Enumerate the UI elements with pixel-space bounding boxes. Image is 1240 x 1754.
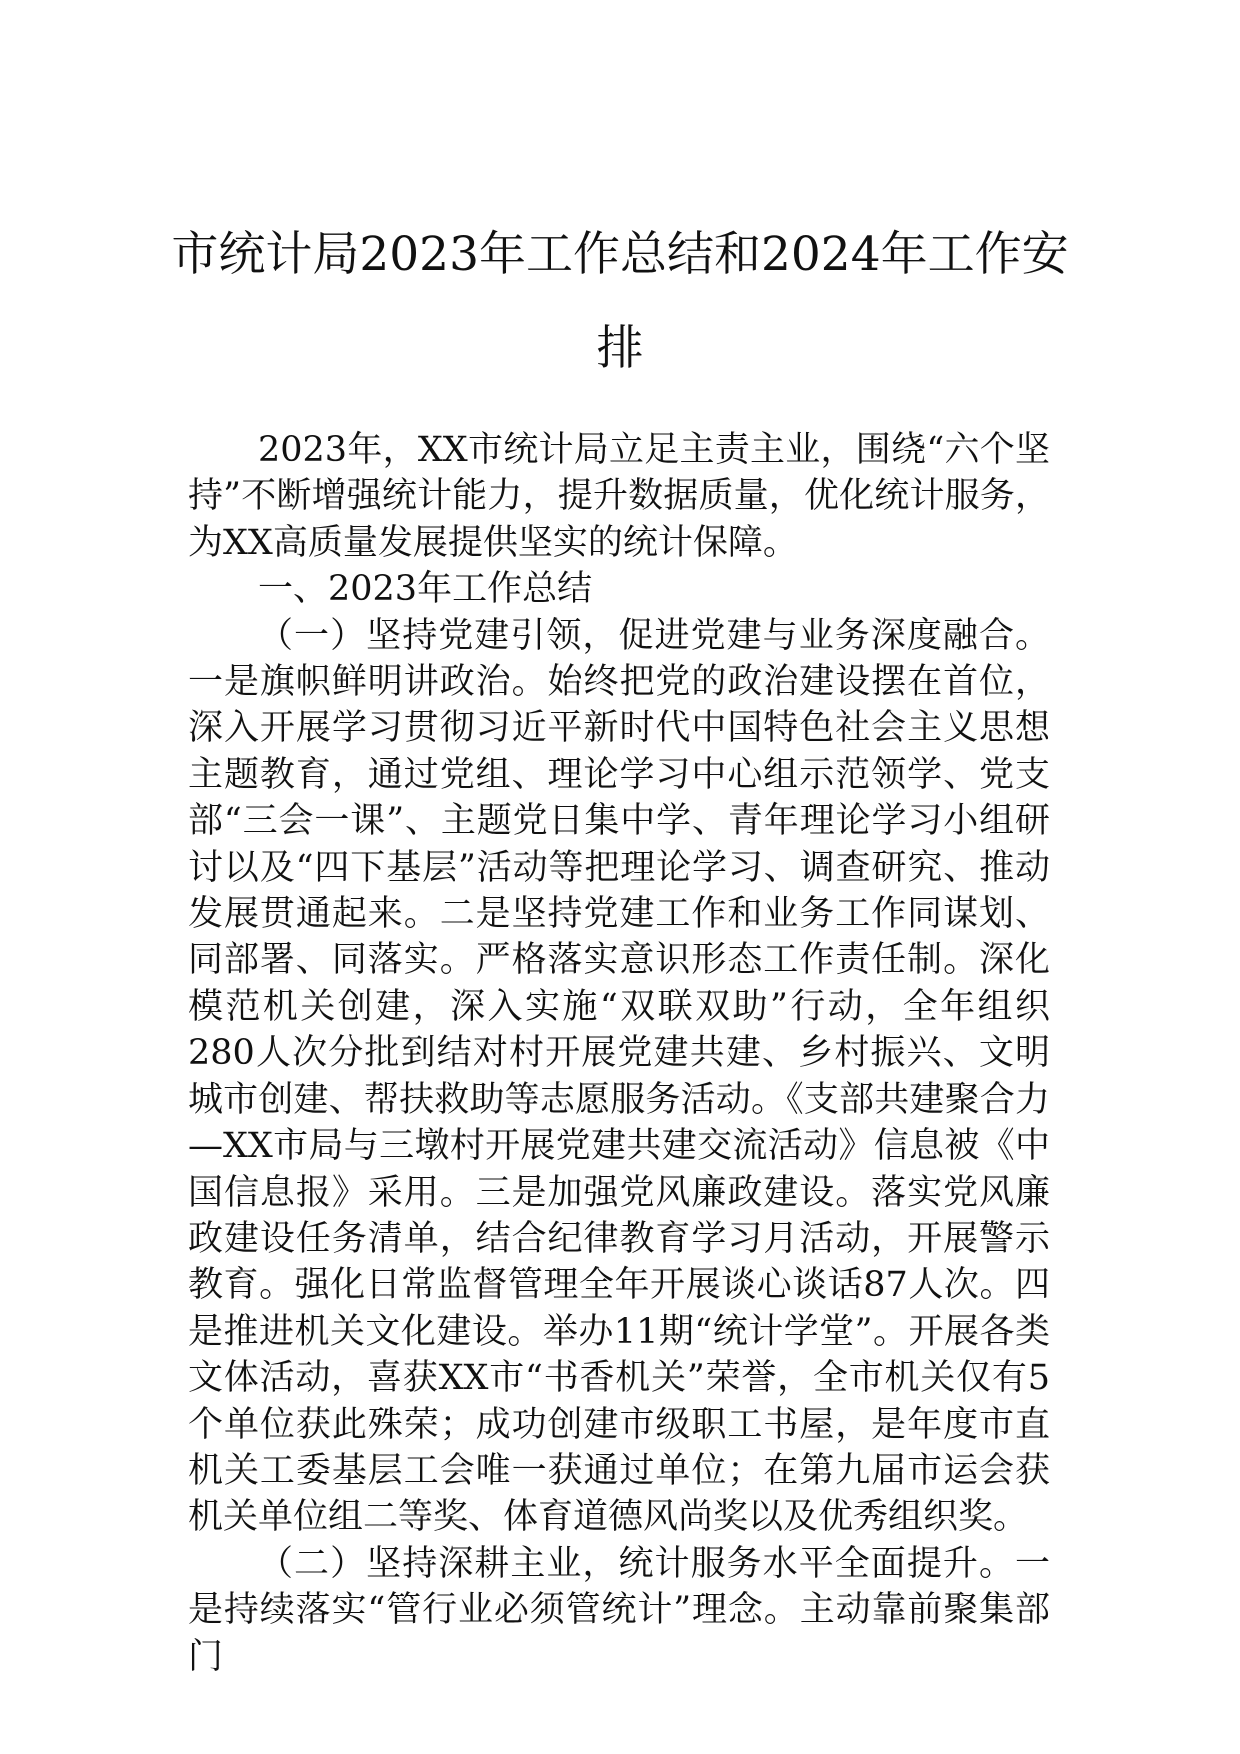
document-body [188,427,1050,1680]
document-title: 市统计局2023年工作总结和2024年工作安排 [171,227,1069,376]
body-paragraph: （二）坚持深耕主业，统计服务水平全面提升。一是持续落实“管行业必须管统计”理念。主动靠前聚集部门 [188,1543,1050,1677]
section-heading: 一、2023年工作总结 [258,569,593,610]
intro-paragraph: 2023年，XX市统计局立足主责主业，围绕“六个坚持”不断增强统计能力，提升数据质量，优化统计服务，为XX高质量发展提供坚实的统计保障。 [188,430,1050,563]
body-paragraph: （一）坚持党建引领，促进党建与业务深度融合。一是旗帜鲜明讲政治。始终把党的政治建设摆在首位，深入开展学习贯彻习近平新时代中国特色社会主义思想主题教育，通过党组、理论学习中心组示范领学、党支部“三会一课”、主题党日集中学、青年理论学习小组研讨以及“四下基层”活动等把理论学习、调查研究、推动发展贯通起来。二是坚持党建工作和业务工作同谋划、同部署、同落实。严格落实意识形态工作责任制。深化模范机关创建，深入实施“双联双助”行动，全年组织280人次分批到结对村开展党建共建、乡村振兴、文明城市创建、帮扶救助等志愿服务活动。《支部共建聚合力—XX市局与三墩村开展党建共建交流活动》信息被《中国信息报》采用。三是加强党风廉政建设。落实党风廉政建设任务清单，结合纪律教育学习月活动，开展警示教育。强化日常监督管理全年开展谈心谈话87人次。四是推进机关文化建设。举办11期“统计学堂”。开展各类文体活动，喜获XX市“书香机关”荣誉，全市机关仅有5个单位获此殊荣；成功创建市级职工书屋，是年度市直机关工委基层工会唯一获通过单位；在第九届市运会获机关单位组二等奖、体育道德风尚奖以及优秀组织奖。 [188,615,1050,1538]
